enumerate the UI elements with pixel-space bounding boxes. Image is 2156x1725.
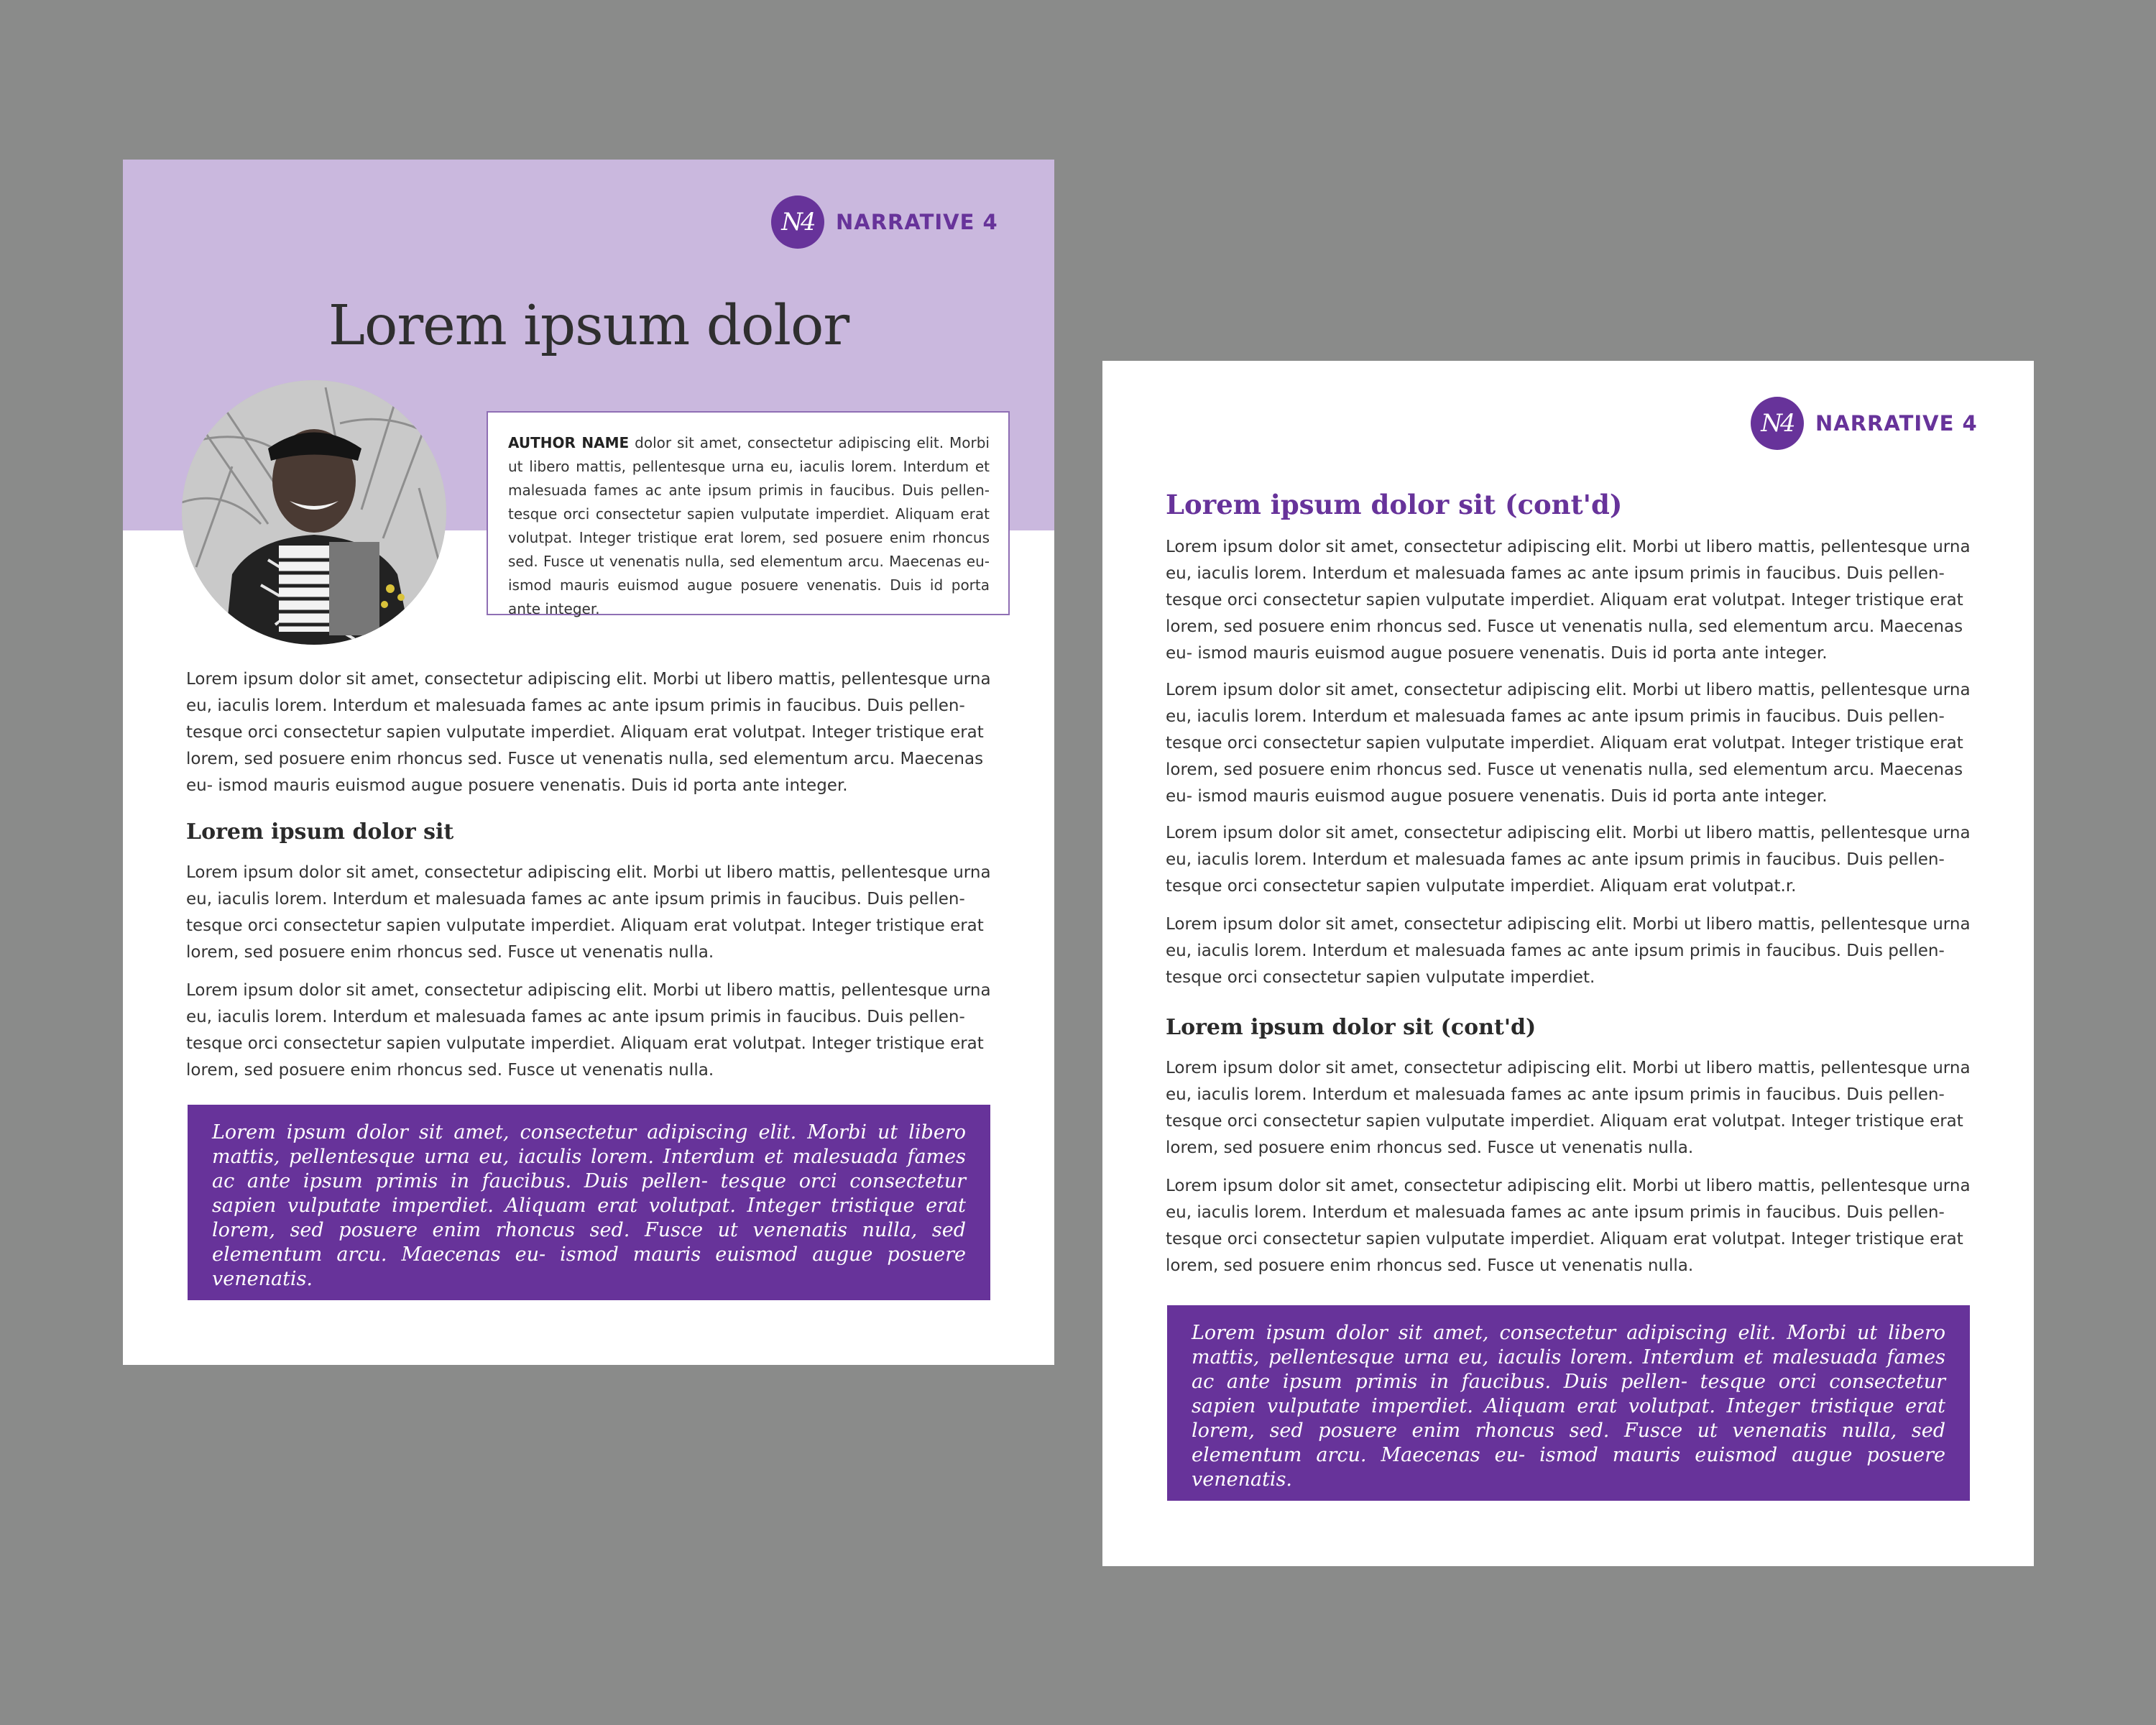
body-paragraph-6: Lorem ipsum dolor sit amet, consectetur adipiscing elit. Morbi ut libero mattis, pellentesque urna eu, iaculis lorem. Interdum et malesuada fames ac ante ipsum primis in faucibus. Duis pellen- tesque orci consectetur sapien vulputate imperdiet. Aliquam erat volutpat. Integer tristique erat lorem, sed posuere enim rhoncus sed. Fusce ut venenatis nulla. [1166, 1177, 1971, 1275]
author-bio-text: dolor sit amet, consectetur adipiscing elit. Morbi ut libero mattis, pellentesque urna eu, iaculis lorem. Interdum et malesuada fames ac ante ipsum primis in faucibus. Duis pellen-tesque orci consectetur sapien vulputate imperdiet. Aliquam erat volutpat. Integer tristique erat lorem, sed posuere enim rhoncus sed. Fusce ut venenatis nulla, sed elementum arcu. Maecenas eu- ismod mauris euismod augue posuere venenatis. Duis id porta ante integer. [508, 434, 990, 617]
portrait-image [182, 380, 446, 645]
page-one [123, 160, 1054, 1365]
brand-logo-2 [1751, 397, 1978, 450]
n4-logo-icon: N4 [1751, 397, 1804, 450]
section-heading: Lorem ipsum dolor sit [186, 819, 454, 845]
continued-heading: Lorem ipsum dolor sit (cont'd) [1166, 489, 1623, 520]
intro-paragraph: Lorem ipsum dolor sit amet, consectetur adipiscing elit. Morbi ut libero mattis, pellentesque urna eu, iaculis lorem. Interdum et malesuada fames ac ante ipsum primis in faucibus. Duis pellen- tesque orci consectetur sapien vulputate imperdiet. Aliquam erat volutpat. Integer tristique erat lorem, sed posuere enim rhoncus sed. Fusce ut venenatis nulla, sed elementum arcu. Maecenas eu- ismod mauris euismod augue posuere venenatis. Duis id porta ante integer. [186, 670, 991, 795]
page-title: Lorem ipsum dolor [328, 294, 849, 358]
author-bio-box [487, 411, 1010, 615]
author-portrait [182, 380, 446, 645]
page-two [1102, 361, 2034, 1566]
body-paragraph-1: Lorem ipsum dolor sit amet, consectetur adipiscing elit. Morbi ut libero mattis, pellentesque urna eu, iaculis lorem. Interdum et malesuada fames ac ante ipsum primis in faucibus. Duis pellen- tesque orci consectetur sapien vulputate imperdiet. Aliquam erat volutpat. Integer tristique erat lorem, sed posuere enim rhoncus sed. Fusce ut venenatis nulla. [186, 863, 991, 962]
brand-logo [771, 196, 998, 249]
section-heading: Lorem ipsum dolor sit (cont'd) [1166, 1015, 1537, 1040]
body-paragraph-1: Lorem ipsum dolor sit amet, consectetur adipiscing elit. Morbi ut libero mattis, pellentesque urna eu, iaculis lorem. Interdum et malesuada fames ac ante ipsum primis in faucibus. Duis pellen- tesque orci consectetur sapien vulputate imperdiet. Aliquam erat volutpat. Integer tristique erat lorem, sed posuere enim rhoncus sed. Fusce ut venenatis nulla, sed elementum arcu. Maecenas eu- ismod mauris euismod augue posuere venenatis. Duis id porta ante integer. [1166, 538, 1971, 663]
pull-quote: Lorem ipsum dolor sit amet, consectetur adipiscing elit. Morbi ut libero mattis, pellentesque urna eu, iaculis lorem. Interdum et malesuada fames ac ante ipsum primis in faucibus. Duis pellen- tesque orci consectetur sapien vulputate imperdiet. Aliquam erat volutpat. Integer tristique erat lorem, sed posuere enim rhoncus sed. Fusce ut venenatis nulla, sed elementum arcu. Maecenas eu- ismod mauris euismod augue posuere venenatis. [188, 1105, 990, 1300]
n4-logo-icon: N4 [771, 196, 824, 249]
pull-quote: Lorem ipsum dolor sit amet, consectetur adipiscing elit. Morbi ut libero mattis, pellentesque urna eu, iaculis lorem. Interdum et malesuada fames ac ante ipsum primis in faucibus. Duis pellen- tesque orci consectetur sapien vulputate imperdiet. Aliquam erat volutpat. Integer tristique erat lorem, sed posuere enim rhoncus sed. Fusce ut venenatis nulla, sed elementum arcu. Maecenas eu- ismod mauris euismod augue posuere venenatis. [1167, 1305, 1970, 1501]
body-paragraph-2: Lorem ipsum dolor sit amet, consectetur adipiscing elit. Morbi ut libero mattis, pellentesque urna eu, iaculis lorem. Interdum et malesuada fames ac ante ipsum primis in faucibus. Duis pellen- tesque orci consectetur sapien vulputate imperdiet. Aliquam erat volutpat. Integer tristique erat lorem, sed posuere enim rhoncus sed. Fusce ut venenatis nulla, sed elementum arcu. Maecenas eu- ismod mauris euismod augue posuere venenatis. Duis id porta ante integer. [1166, 681, 1971, 806]
body-paragraph-5: Lorem ipsum dolor sit amet, consectetur adipiscing elit. Morbi ut libero mattis, pellentesque urna eu, iaculis lorem. Interdum et malesuada fames ac ante ipsum primis in faucibus. Duis pellen- tesque orci consectetur sapien vulputate imperdiet. Aliquam erat volutpat. Integer tristique erat lorem, sed posuere enim rhoncus sed. Fusce ut venenatis nulla. [1166, 1059, 1971, 1157]
body-paragraph-4: Lorem ipsum dolor sit amet, consectetur adipiscing elit. Morbi ut libero mattis, pellentesque urna eu, iaculis lorem. Interdum et malesuada fames ac ante ipsum primis in faucibus. Duis pellen- tesque orci consectetur sapien vulputate imperdiet. [1166, 915, 1971, 987]
author-name: AUTHOR NAME [508, 434, 630, 451]
body-paragraph-2: Lorem ipsum dolor sit amet, consectetur adipiscing elit. Morbi ut libero mattis, pellentesque urna eu, iaculis lorem. Interdum et malesuada fames ac ante ipsum primis in faucibus. Duis pellen- tesque orci consectetur sapien vulputate imperdiet. Aliquam erat volutpat. Integer tristique erat lorem, sed posuere enim rhoncus sed. Fusce ut venenatis nulla. [186, 981, 991, 1080]
brand-name: NARRATIVE 4 [836, 210, 998, 234]
brand-name: NARRATIVE 4 [1815, 411, 1978, 436]
body-paragraph-3: Lorem ipsum dolor sit amet, consectetur adipiscing elit. Morbi ut libero mattis, pellentesque urna eu, iaculis lorem. Interdum et malesuada fames ac ante ipsum primis in faucibus. Duis pellen- tesque orci consectetur sapien vulputate imperdiet. Aliquam erat volutpat.r. [1166, 824, 1971, 896]
